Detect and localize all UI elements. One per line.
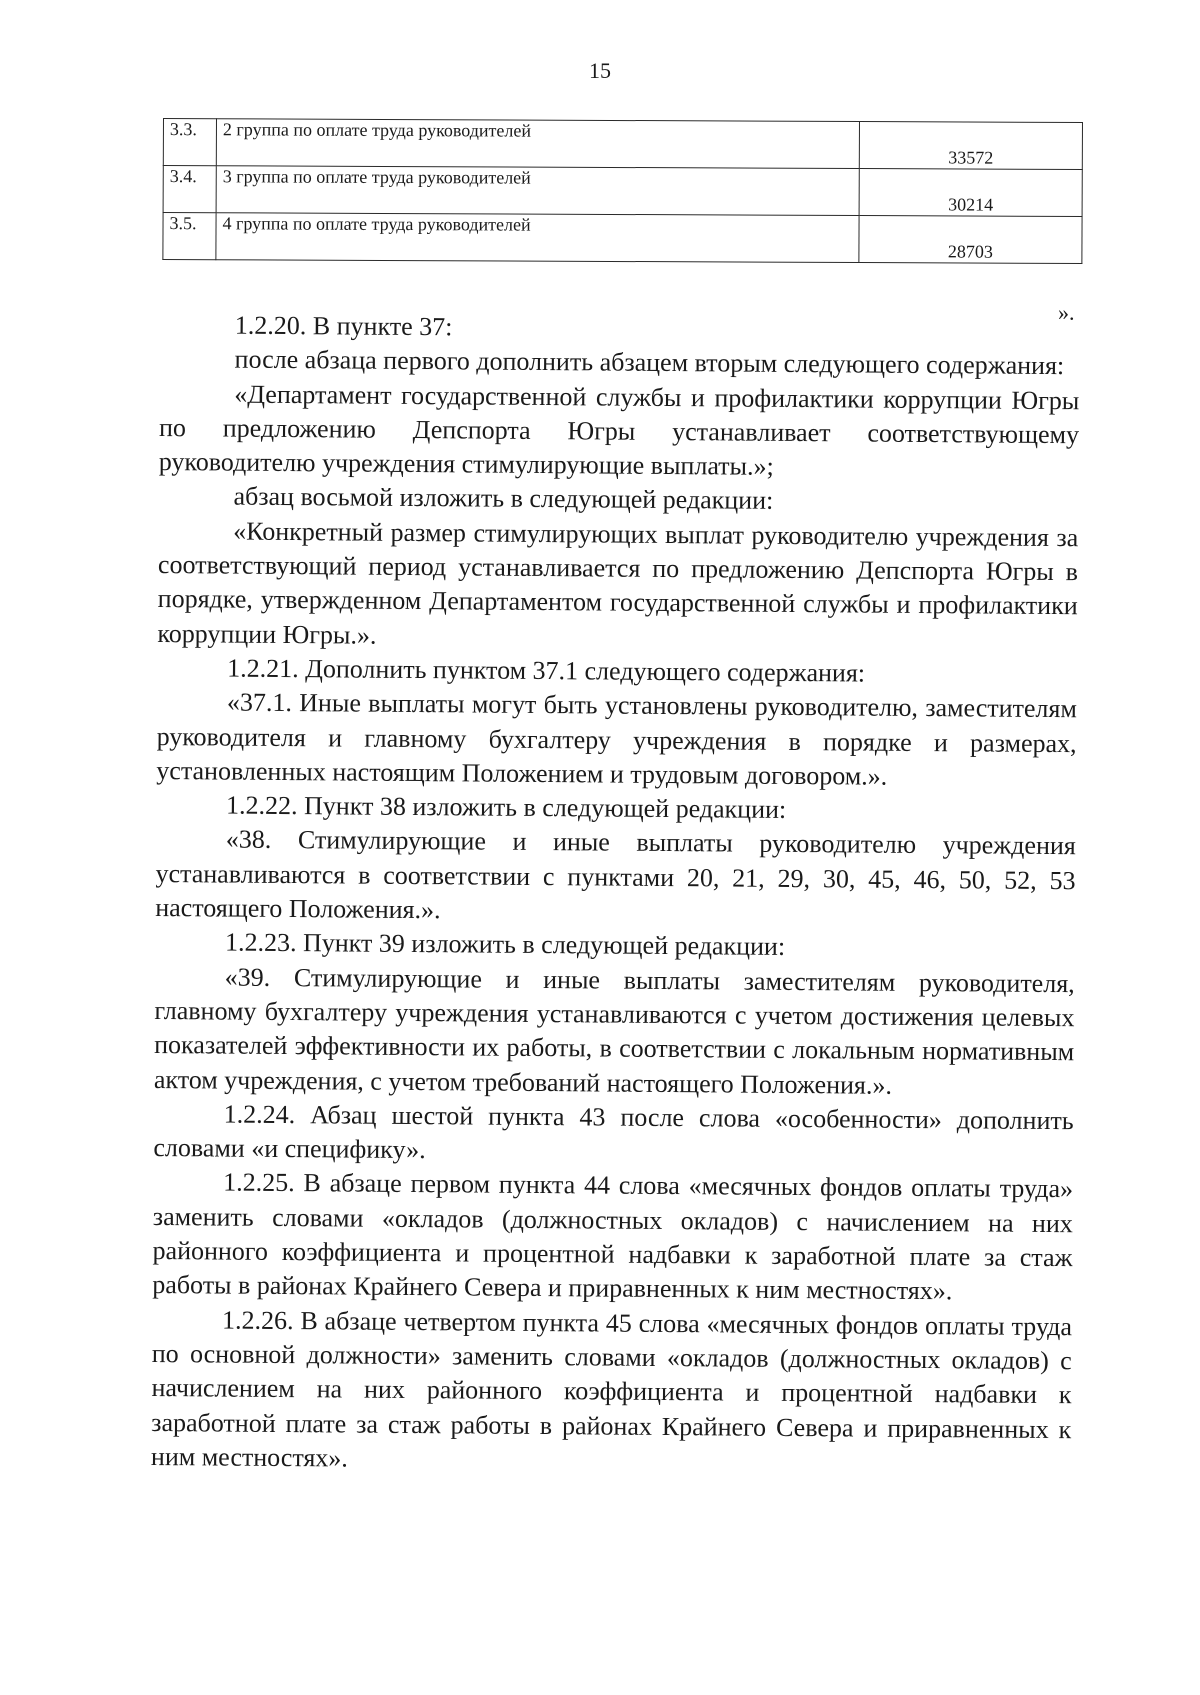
paragraph-quote-39: «39. Стимулирующие и иные выплаты заместителям руководителя, главному бухгалтеру учреждения устанавливаются с учетом достижения целевых показателей эффективности их работы, в соответствии с локальным нормативным актом учреждения, с учетом требований настоящего Положения.». [153, 962, 1075, 1100]
row-description: 2 группа по оплате труда руководителей [216, 119, 859, 169]
page-number: 15 [589, 58, 611, 83]
paragraph-quote-38: «38. Стимулирующие и иные выплаты руководителю учреждения устанавливаются в соответствии с пунктами 20, 21, 29, 30, 45, 46, 50, 52, 53 настоящего Положения.». [155, 824, 1076, 925]
paragraph-1-2-23: 1.2.23. Пункт 39 изложить в следующей редакции: [224, 927, 786, 962]
paragraph-quote-department: «Департамент государственной службы и профилактики коррупции Югры по предложению Депспорта Югры устанавливает соответствующему руководителю учреждения стимулирующие выплаты.»; [158, 379, 1080, 482]
row-value: 28703 [859, 216, 1082, 264]
paragraph-quote-specific-size: «Конкретный размер стимулирующих выплат руководителю учреждения за соответствующий период устанавливается по предложению Депспорта Югры в порядке, утвержденном Департаментом государственной службы и профилактики коррупции Югры.». [157, 516, 1079, 650]
row-description: 4 группа по оплате труда руководителей [216, 213, 859, 263]
paragraph-1-2-24: 1.2.24. Абзац шестой пункта 43 после слова «особенности» дополнить словами «и специфику». [153, 1099, 1074, 1165]
table-row [163, 213, 1082, 264]
paragraph-eighth-para: абзац восьмой изложить в следующей редакции: [233, 482, 774, 516]
row-description: 3 группа по оплате труда руководителей [216, 166, 859, 216]
paragraph-1-2-20: 1.2.20. В пункте 37: [234, 310, 453, 342]
paragraph-1-2-21: 1.2.21. Дополнить пунктом 37.1 следующего содержания: [227, 653, 866, 688]
row-value: 30214 [859, 169, 1082, 217]
table-closing-quote: ». [1058, 300, 1075, 325]
paragraph-1-2-22: 1.2.22. Пункт 38 изложить в следующей редакции: [225, 790, 787, 825]
paragraph-quote-37-1: «37.1. Иные выплаты могут быть установлены руководителю, заместителям руководителя и главному бухгалтеру учреждения в порядке и размерах, установленных настоящим Положением и трудовым договором.». [156, 687, 1077, 791]
row-number: 3.5. [163, 213, 216, 260]
paragraph-add-second-para: после абзаца первого дополнить абзацем вторым следующего содержания: [234, 344, 1065, 381]
row-number: 3.4. [163, 166, 216, 213]
document-body [151, 308, 1080, 1481]
row-number: 3.3. [163, 119, 216, 166]
salary-table [162, 118, 1083, 264]
paragraph-1-2-25: 1.2.25. В абзаце первом пункта 44 слова «месячных фондов оплаты труда» заменить словами «окладов (должностных окладов) с начислением на них районного коэффициента и процентной надбавки к заработной плате за стаж работы в районах Крайнего Севера и приравненных к ним местностях». [152, 1167, 1074, 1306]
paragraph-1-2-26: 1.2.26. В абзаце четвертом пункта 45 слова «месячных фондов оплаты труда по основной должности» заменить словами «окладов (должностных окладов) с начислением на них районного коэффициента и процентной надбавки к заработной плате за стаж работы в районах Крайнего Севера и приравненных к ним местностях». [150, 1305, 1073, 1473]
table-row [163, 119, 1082, 170]
row-value: 33572 [859, 122, 1082, 170]
table-row [163, 166, 1082, 217]
